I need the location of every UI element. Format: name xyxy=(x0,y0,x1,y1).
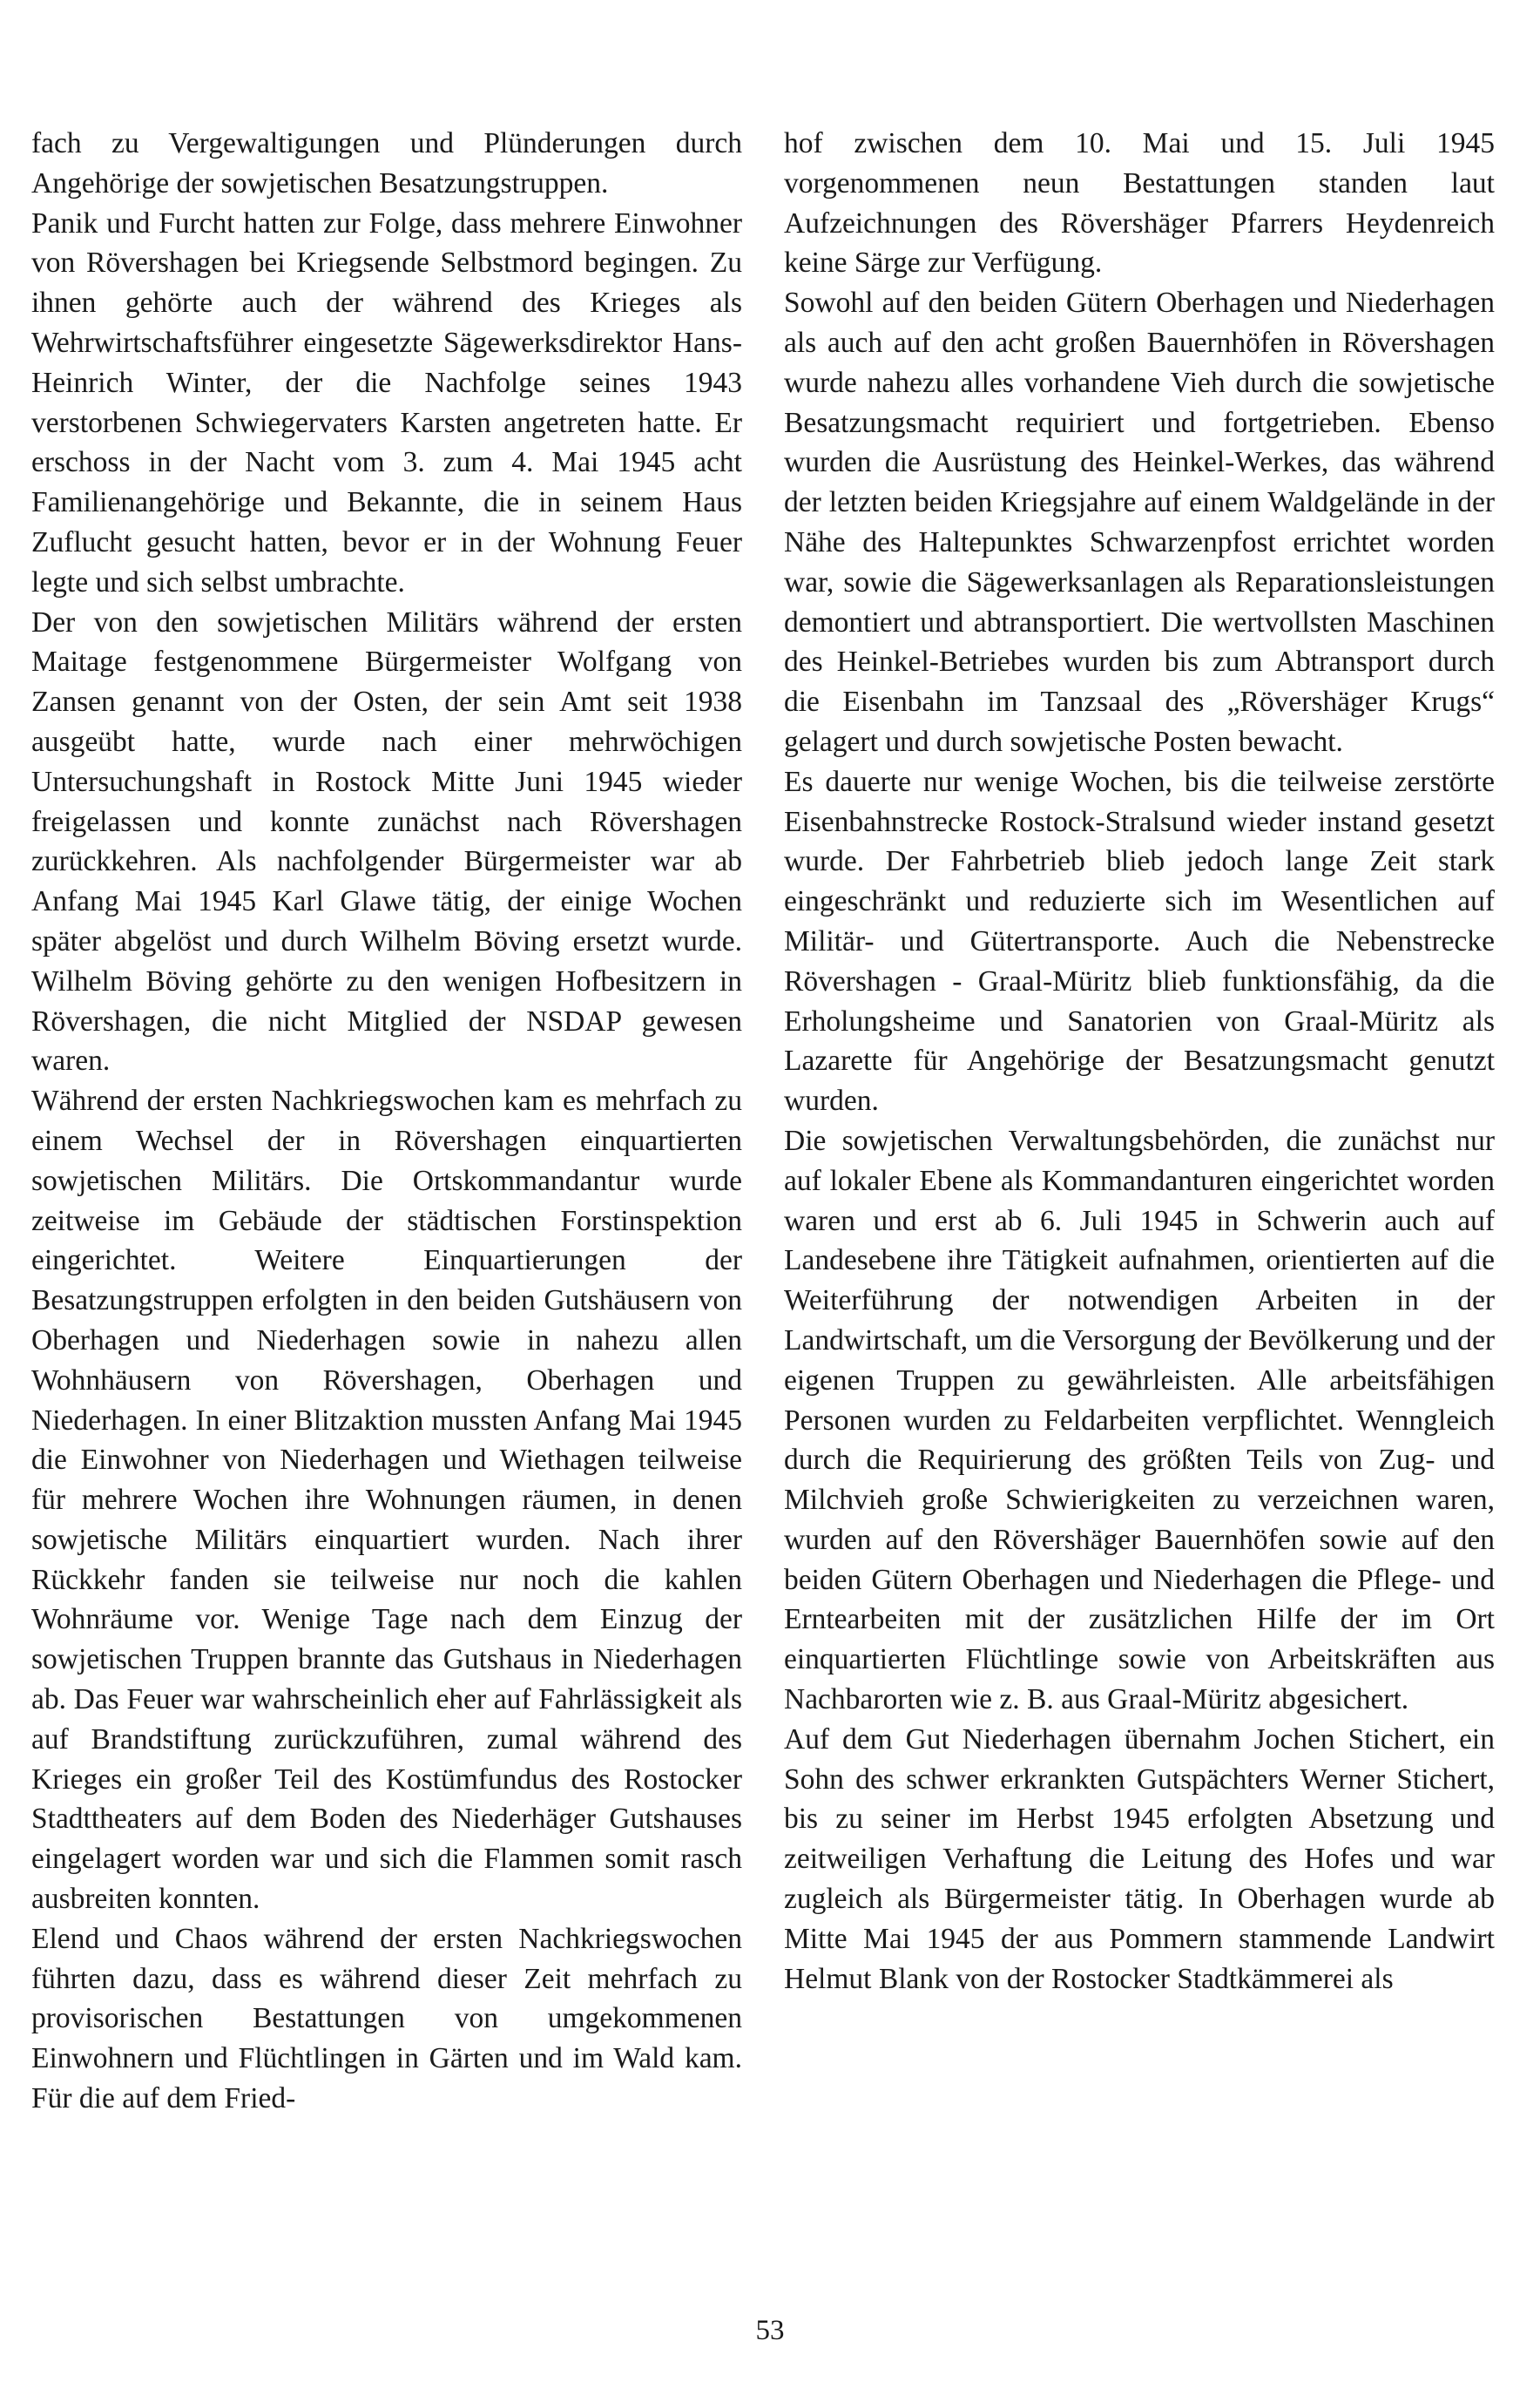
paragraph: Während der ersten Nachkriegswochen kam es mehrfach zu einem Wechsel der in Rövershagen einquartierten sowjetischen Militärs. Die Ortskommandantur wurde zeitweise im Gebäude der städtischen Forstinspektion eingerichtet. Weitere Einquartierungen der Besatzungstruppen erfolgten in den beiden Gutshäusern von Oberhagen und Niederhagen sowie in nahezu allen Wohnhäusern von Rövershagen, Oberhagen und Niederhagen. In einer Blitzaktion mussten Anfang Mai 1945 die Einwohner von Niederhagen und Wiethagen teilweise für mehrere Wochen ihre Wohnungen räumen, in denen sowjetische Militärs einquartiert wurden. Nach ihrer Rückkehr fanden sie teilweise nur noch die kahlen Wohnräume vor. Wenige Tage nach dem Einzug der sowjetischen Truppen brannte das Gutshaus in Niederhagen ab. Das Feuer war wahrscheinlich eher auf Fahrlässigkeit als auf Brandstiftung zurückzuführen, zumal während des Krieges ein großer Teil des Kostümfundus des Rostocker Stadttheaters auf dem Boden des Niederhäger Gutshauses eingelagert worden war und sich die Flammen somit rasch ausbreiten konnten. xyxy=(31,1085,742,1916)
paragraph: Es dauerte nur wenige Wochen, bis die teilweise zerstörte Eisenbahnstrecke Rostock-Stralsund wieder instand gesetzt wurde. Der Fahrbetrieb blieb jedoch lange Zeit stark eingeschränkt und reduzierte sich im Wesentlichen auf Militär- und Gütertransporte. Auch die Nebenstrecke Rövershagen - Graal-Müritz blieb funktionsfähig, da die Erholungsheime und Sanatorien von Graal-Müritz als Lazarette für Angehörige der Besatzungsmacht genutzt wurden. xyxy=(784,765,1495,1118)
right-column xyxy=(784,124,1495,1999)
paragraph: Sowohl auf den beiden Gütern Oberhagen und Niederhagen als auch auf den acht großen Bauernhöfen in Rövershagen wurde nahezu alles vorhandene Vieh durch die sowjetische Besatzungsmacht requiriert und fortgetrieben. Ebenso wurden die Ausrüstung des Heinkel-Werkes, das während der letzten beiden Kriegsjahre auf einem Waldgelände in der Nähe des Haltepunktes Schwarzenpfost errichtet worden war, sowie die Sägewerksanlagen als Reparationsleistungen demontiert und abtransportiert. Die wertvollsten Maschinen des Heinkel-Betriebes wurden bis zum Abtransport durch die Eisenbahn im Tanzsaal des „Rövershäger Krugs“ gelagert und durch sowjetische Posten bewacht. xyxy=(784,287,1495,758)
paragraph: Der von den sowjetischen Militärs während der ersten Maitage festgenommene Bürgermeister Wolfgang von Zansen genannt von der Osten, der sein Amt seit 1938 ausgeübt hatte, wurde nach einer mehrwöchigen Untersuchungshaft in Rostock Mitte Juni 1945 wieder freigelassen und konnte zunächst nach Rövershagen zurückkehren. Als nachfolgender Bürgermeister war ab Anfang Mai 1945 Karl Glawe tätig, der einige Wochen später abgelöst und durch Wilhelm Böving ersetzt wurde. Wilhelm Böving gehörte zu den wenigen Hofbesitzern in Rövershagen, die nicht Mitglied der NSDAP gewesen waren. xyxy=(31,606,742,1078)
paragraph: fach zu Vergewaltigungen und Plünderungen durch Angehörige der sowjetischen Besatzungstruppen. xyxy=(31,127,742,200)
paragraph: hof zwischen dem 10. Mai und 15. Juli 1945 vorgenommenen neun Bestattungen standen laut Aufzeichnungen des Rövershäger Pfarrers Heydenreich keine Särge zur Verfügung. xyxy=(784,127,1495,280)
page-number: 53 xyxy=(755,2315,785,2346)
paragraph: Elend und Chaos während der ersten Nachkriegswochen führten dazu, dass es während dieser Zeit mehrfach zu provisorischen Bestattungen von umgekommenen Einwohnern und Flüchtlingen in Gärten und im Wald kam. Für die auf dem Fried- xyxy=(31,1922,742,2115)
paragraph: Die sowjetischen Verwaltungsbehörden, die zunächst nur auf lokaler Ebene als Kommandanturen eingerichtet worden waren und erst ab 6. Juli 1945 in Schwerin auch auf Landesebene ihre Tätigkeit aufnahmen, orientierten auf die Weiterführung der notwendigen Arbeiten in der Landwirtschaft, um die Versorgung der Bevölkerung und der eigenen Truppen zu gewährleisten. Alle arbeitsfähigen Personen wurden zu Feldarbeiten verpflichtet. Wenngleich durch die Requirierung des größten Teils von Zug- und Milchvieh große Schwierigkeiten zu verzeichnen waren, wurden auf den Rövershäger Bauernhöfen sowie auf den beiden Gütern Oberhagen und Niederhagen die Pflege- und Erntearbeiten mit der zusätzlichen Hilfe der im Ort einquartierten Flüchtlinge sowie von Arbeitskräften aus Nachbarorten wie z. B. aus Graal-Müritz abgesichert. xyxy=(784,1124,1495,1716)
paragraph: Auf dem Gut Niederhagen übernahm Jochen Stichert, ein Sohn des schwer erkrankten Gutspächters Werner Stichert, bis zu seiner im Herbst 1945 erfolgten Absetzung und zeitweiligen Verhaftung die Leitung des Hofes und war zugleich als Bürgermeister tätig. In Oberhagen wurde ab Mitte Mai 1945 der aus Pommern stammende Landwirt Helmut Blank von der Rostocker Stadtkämmerei als xyxy=(784,1722,1495,1995)
paragraph: Panik und Furcht hatten zur Folge, dass mehrere Einwohner von Rövershagen bei Kriegsende Selbstmord begingen. Zu ihnen gehörte auch der während des Krieges als Wehrwirtschaftsführer eingesetzte Sägewerksdirektor Hans-Heinrich Winter, der die Nachfolge seines 1943 verstorbenen Schwiegervaters Karsten angetreten hatte. Er erschoss in der Nacht vom 3. zum 4. Mai 1945 acht Familienangehörige und Bekannte, die in seinem Haus Zuflucht gesucht hatten, bevor er in der Wohnung Feuer legte und sich selbst umbrachte. xyxy=(31,206,742,599)
left-column xyxy=(31,124,742,2119)
